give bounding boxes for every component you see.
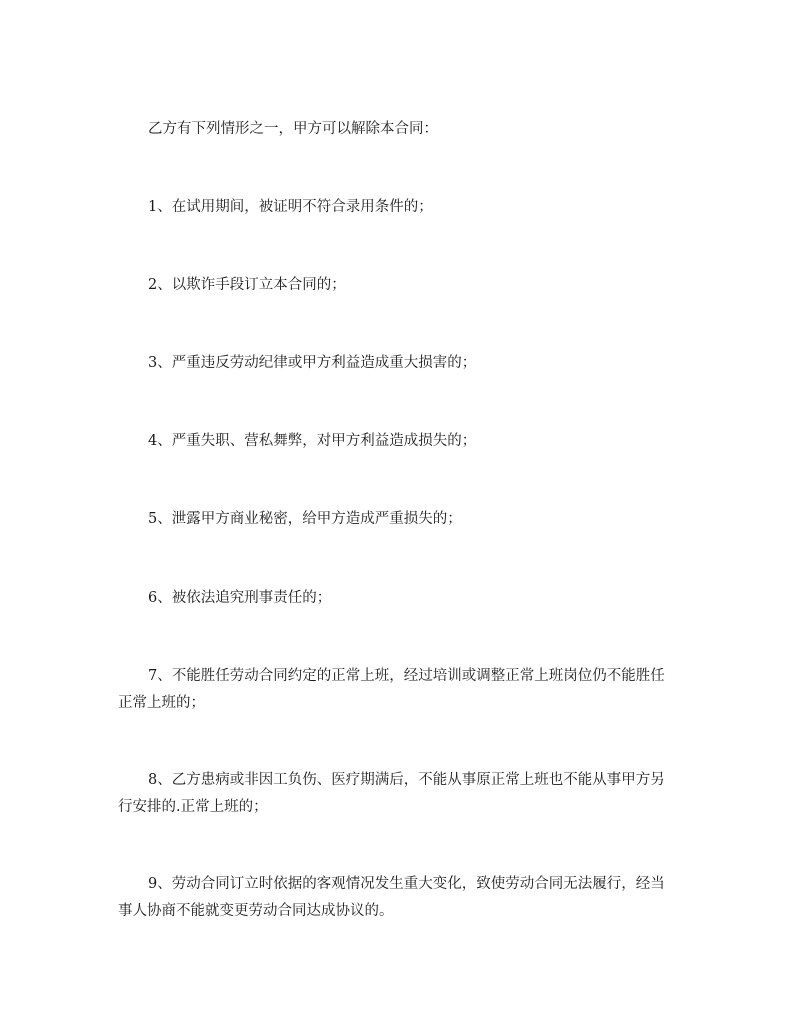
clause-6: 6、被依法追究刑事责任的； <box>148 590 332 606</box>
clause-5: 5、泄露甲方商业秘密，给甲方造成严重损失的； <box>148 511 462 527</box>
clause-9: 9、劳动合同订立时依据的客观情况发生重大变化，致使劳动合同无法履行，经当事人协商不能就变更劳动合同达成协议的。 <box>118 876 665 919</box>
clause-1: 1、在试用期间，被证明不符合录用条件的； <box>148 199 433 215</box>
intro-paragraph: 乙方有下列情形之一，甲方可以解除本合同： <box>148 121 438 137</box>
clause-2: 2、以欺诈手段订立本合同的； <box>148 277 346 293</box>
clause-7: 7、不能胜任劳动合同约定的正常上班，经过培训或调整正常上班岗位仍不能胜任正常上班的； <box>118 668 665 711</box>
clause-4: 4、严重失职、营私舞弊，对甲方利益造成损失的； <box>148 433 477 449</box>
clause-8: 8、乙方患病或非因工负伤、医疗期满后，不能从事原正常上班也不能从事甲方另行安排的.正常上班的； <box>118 772 665 815</box>
clause-3: 3、严重违反劳动纪律或甲方利益造成重大损害的； <box>148 355 477 371</box>
